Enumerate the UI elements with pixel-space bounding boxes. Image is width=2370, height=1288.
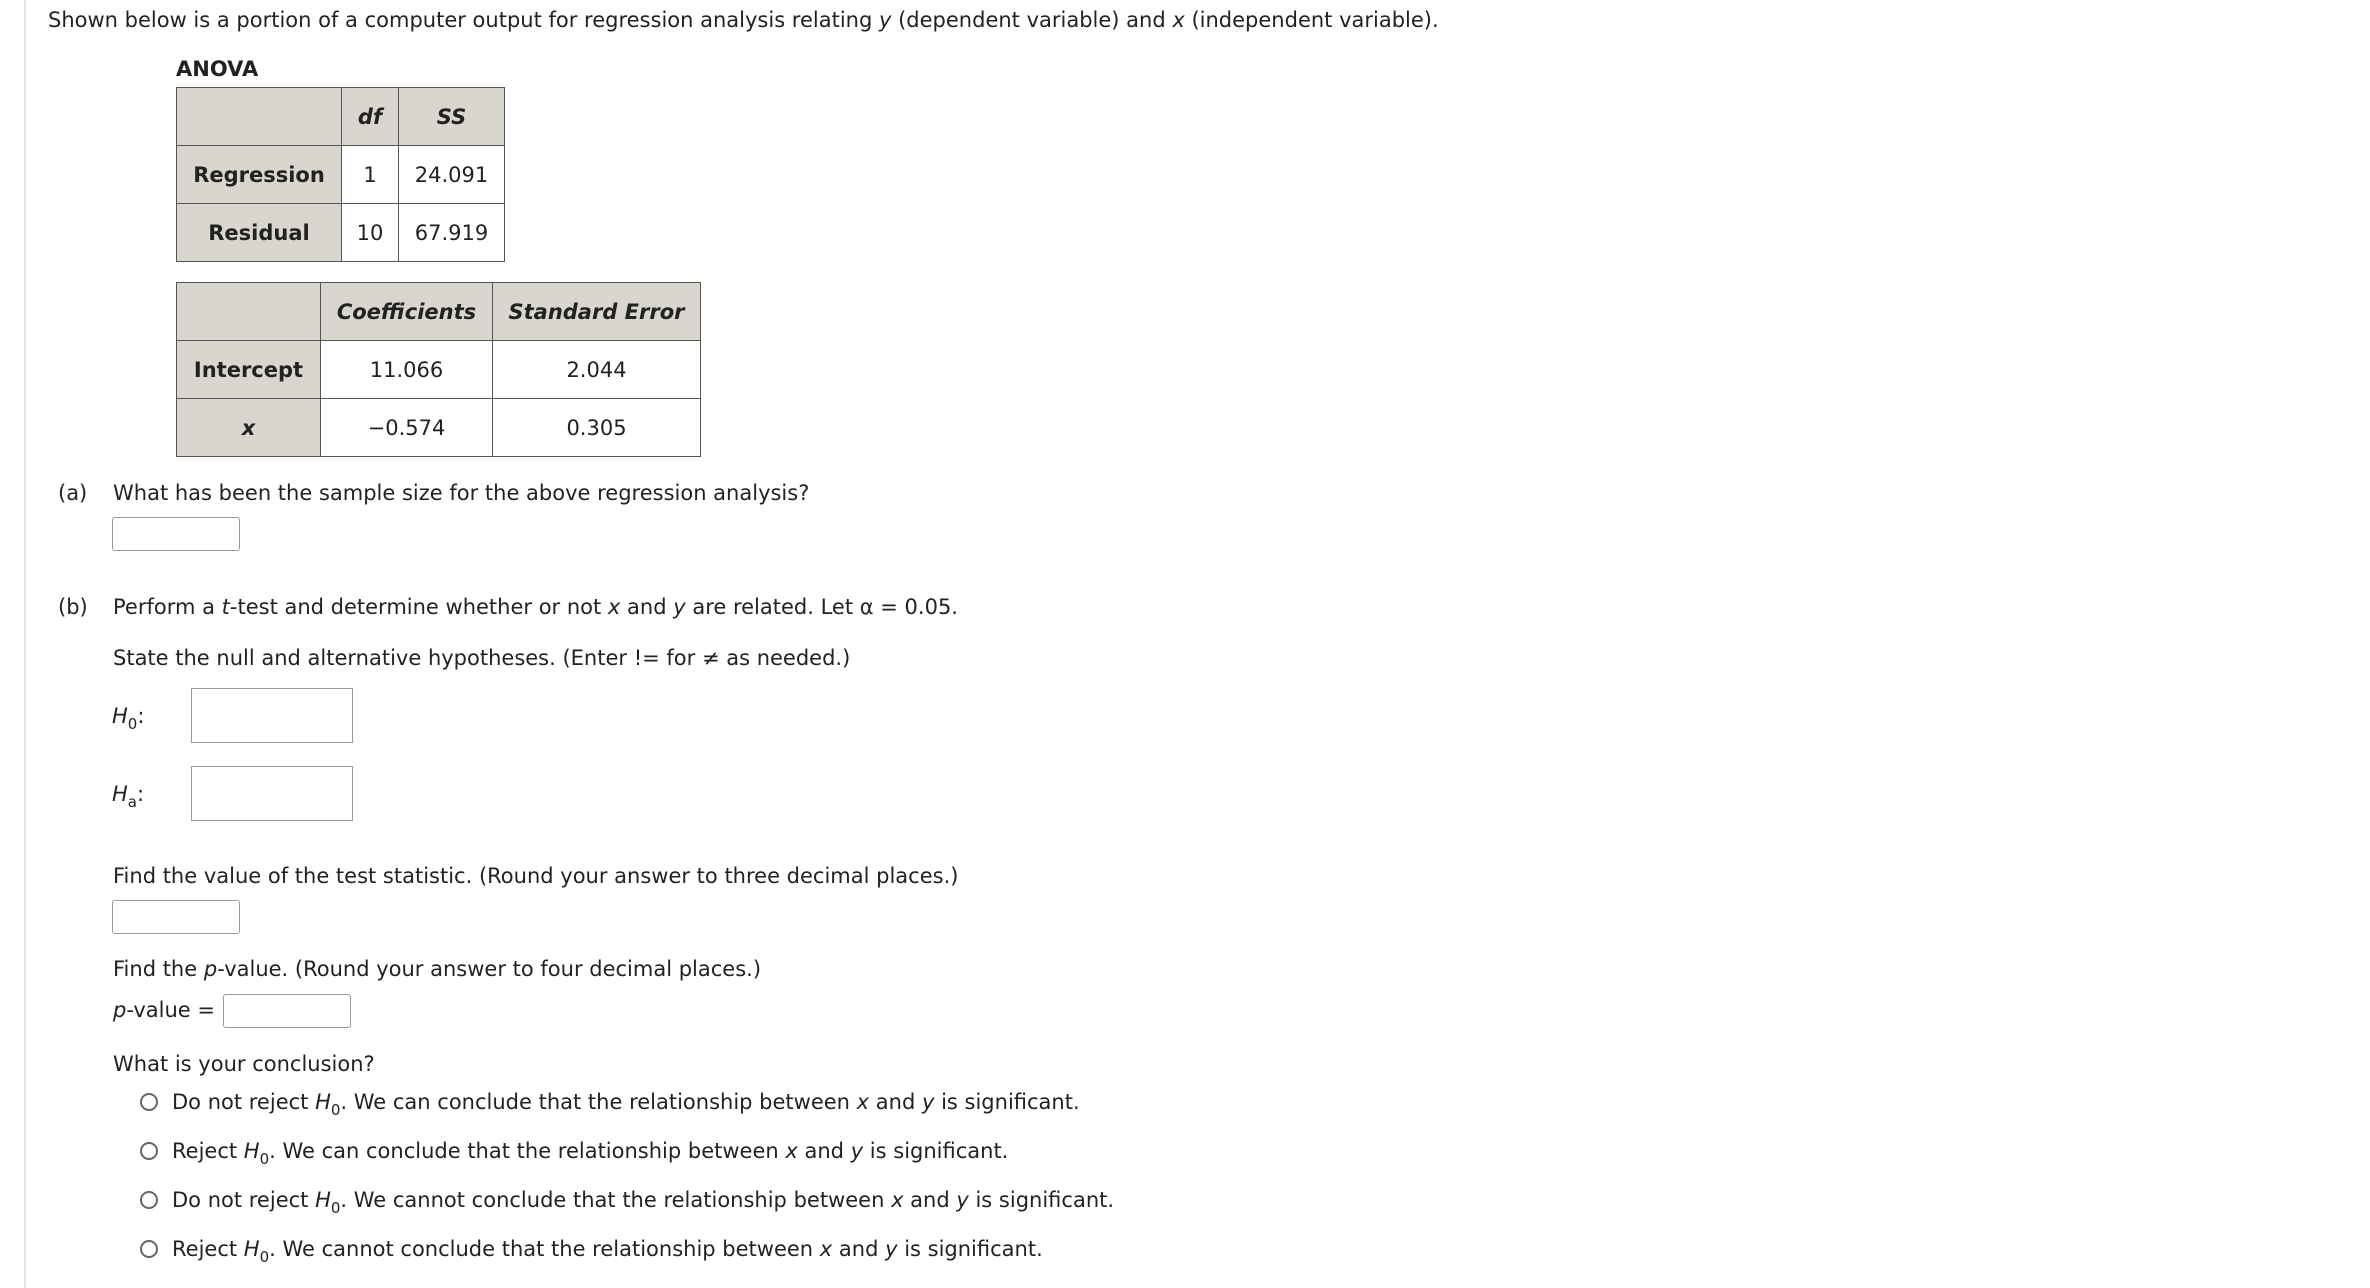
option-label[interactable]: Reject $H_0$. We cannot conclude that the relationship between x and y is significant. [172,1237,1043,1266]
coef-row-label: x [177,399,321,457]
anova-header-df: df [342,88,399,146]
anova-row [177,204,505,262]
hypotheses-instruction: State the null and alternative hypotheses. (Enter != for ≠ as needed.) [113,646,851,670]
coef-row [177,399,701,457]
anova-row-label: Regression [177,146,342,204]
coefficients-table [176,282,701,457]
conclusion-question: What is your conclusion? [113,1052,375,1076]
coef-header-standard-error: Standard Error [493,283,701,341]
anova-title: ANOVA [176,57,259,81]
anova-ss: 67.919 [399,204,505,262]
test-statistic-question: Find the value of the test statistic. (Round your answer to three decimal places.) [113,864,959,888]
ha-label: $H_a$: [112,782,145,811]
coef-se: 2.044 [493,341,701,399]
anova-corner [177,88,342,146]
coef-corner [177,283,321,341]
null-hypothesis-input[interactable] [191,688,353,743]
h0-label: $H_0$: [112,704,145,733]
alternative-hypothesis-input[interactable] [191,766,353,821]
anova-df: 1 [342,146,399,204]
part-a-question: What has been the sample size for the above regression analysis? [113,481,810,505]
question-page [24,0,2366,1288]
radio-button[interactable] [140,1093,158,1111]
anova-row [177,146,505,204]
part-b-tag: (b) [58,595,88,619]
radio-button[interactable] [140,1240,158,1258]
test-statistic-input[interactable] [112,900,240,934]
part-b-question: Perform a t-test and determine whether or not x and y are related. Let α = 0.05. [113,595,958,619]
coef-value: −0.574 [321,399,493,457]
anova-header-ss: SS [399,88,505,146]
coef-row [177,341,701,399]
option-label[interactable]: Reject $H_0$. We can conclude that the relationship between x and y is significant. [172,1139,1009,1168]
part-a-tag: (a) [58,481,88,505]
option-label[interactable]: Do not reject $H_0$. We cannot conclude that the relationship between x and y is significant. [172,1188,1115,1217]
radio-button[interactable] [140,1142,158,1160]
anova-table [176,87,505,262]
anova-ss: 24.091 [399,146,505,204]
coef-row-label: Intercept [177,341,321,399]
intro-text: Shown below is a portion of a computer output for regression analysis relating y (dependent variable) and x (independent variable). [48,8,1439,32]
p-value-input[interactable] [223,994,351,1028]
coef-se: 0.305 [493,399,701,457]
coef-value: 11.066 [321,341,493,399]
coef-header-coefficients: Coefficients [321,283,493,341]
option-label[interactable]: Do not reject $H_0$. We can conclude that the relationship between x and y is significant. [172,1090,1080,1119]
anova-df: 10 [342,204,399,262]
anova-row-label: Residual [177,204,342,262]
sample-size-input[interactable] [112,517,240,551]
radio-button[interactable] [140,1191,158,1209]
p-value-question: Find the p-value. (Round your answer to four decimal places.) [113,957,762,981]
p-value-label: p-value = [113,998,215,1022]
